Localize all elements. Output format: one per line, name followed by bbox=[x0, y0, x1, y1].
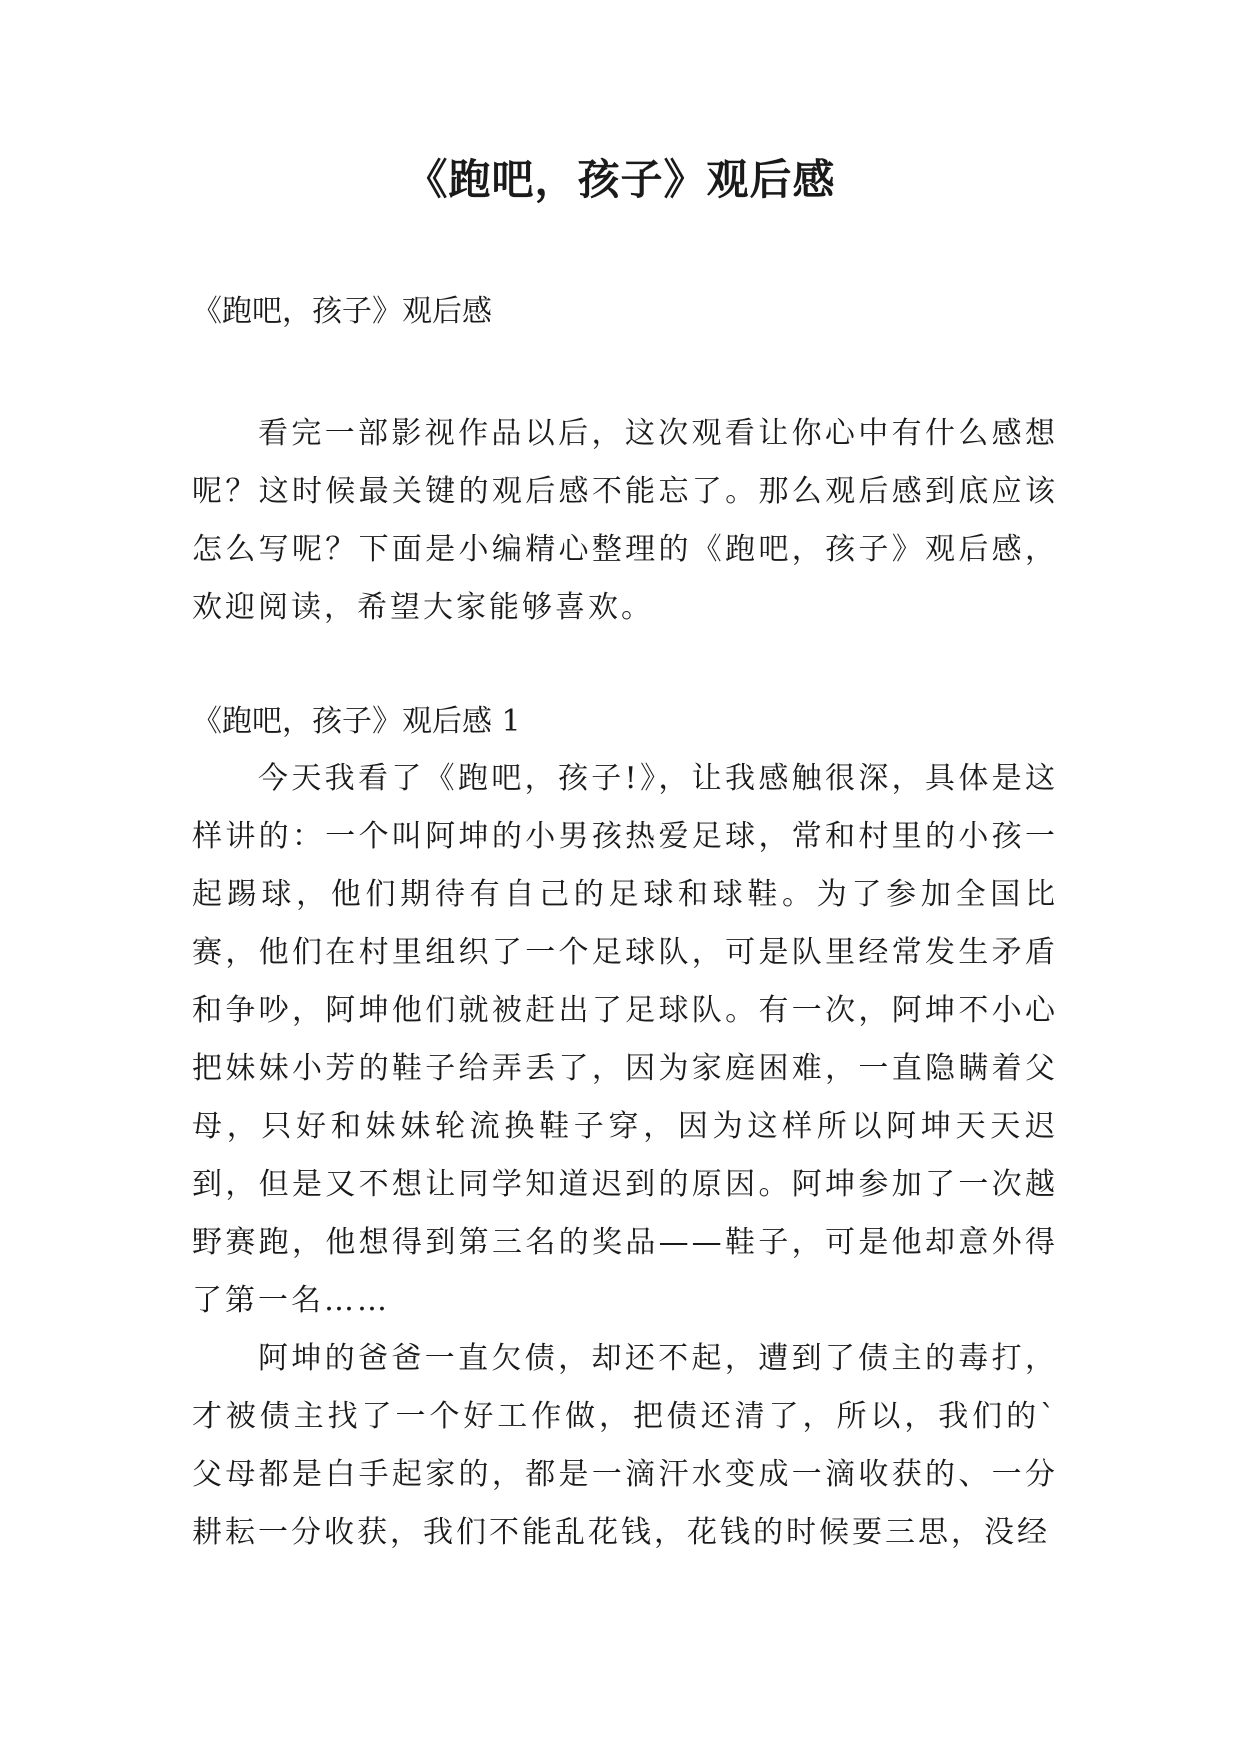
body-paragraph: 阿坤的爸爸一直欠债，却还不起，遭到了债主的毒打，才被债主找了一个好工作做，把债还清了，所以，我们的`父母都是白手起家的，都是一滴汗水变成一滴收获的、一分耕耘一分收获，我们不能乱花钱，花钱的时候要三思，没经 bbox=[192, 1341, 1058, 1550]
document-subtitle: 《跑吧，孩子》观后感 bbox=[192, 294, 492, 329]
section-heading: 《跑吧，孩子》观后感 1 bbox=[192, 704, 521, 739]
intro-paragraph: 看完一部影视作品以后，这次观看让你心中有什么感想呢？这时候最关键的观后感不能忘了。那么观后感到底应该怎么写呢？下面是小编精心整理的《跑吧，孩子》观后感，欢迎阅读，希望大家能够喜欢。 bbox=[192, 416, 1058, 625]
document-title: 《跑吧，孩子》观后感 bbox=[405, 155, 836, 204]
body-paragraph: 今天我看了《跑吧，孩子!》，让我感触很深，具体是这样讲的：一个叫阿坤的小男孩热爱足球，常和村里的小孩一起踢球，他们期待有自己的足球和球鞋。为了参加全国比赛，他们在村里组织了一个足球队，可是队里经常发生矛盾和争吵，阿坤他们就被赶出了足球队。有一次，阿坤不小心把妹妹小芳的鞋子给弄丢了，因为家庭困难，一直隐瞒着父母，只好和妹妹轮流换鞋子穿，因为这样所以阿坤天天迟到，但是又不想让同学知道迟到的原因。阿坤参加了一次越野赛跑，他想得到第三名的奖品——鞋子，可是他却意外得了第一名…… bbox=[192, 761, 1058, 1318]
